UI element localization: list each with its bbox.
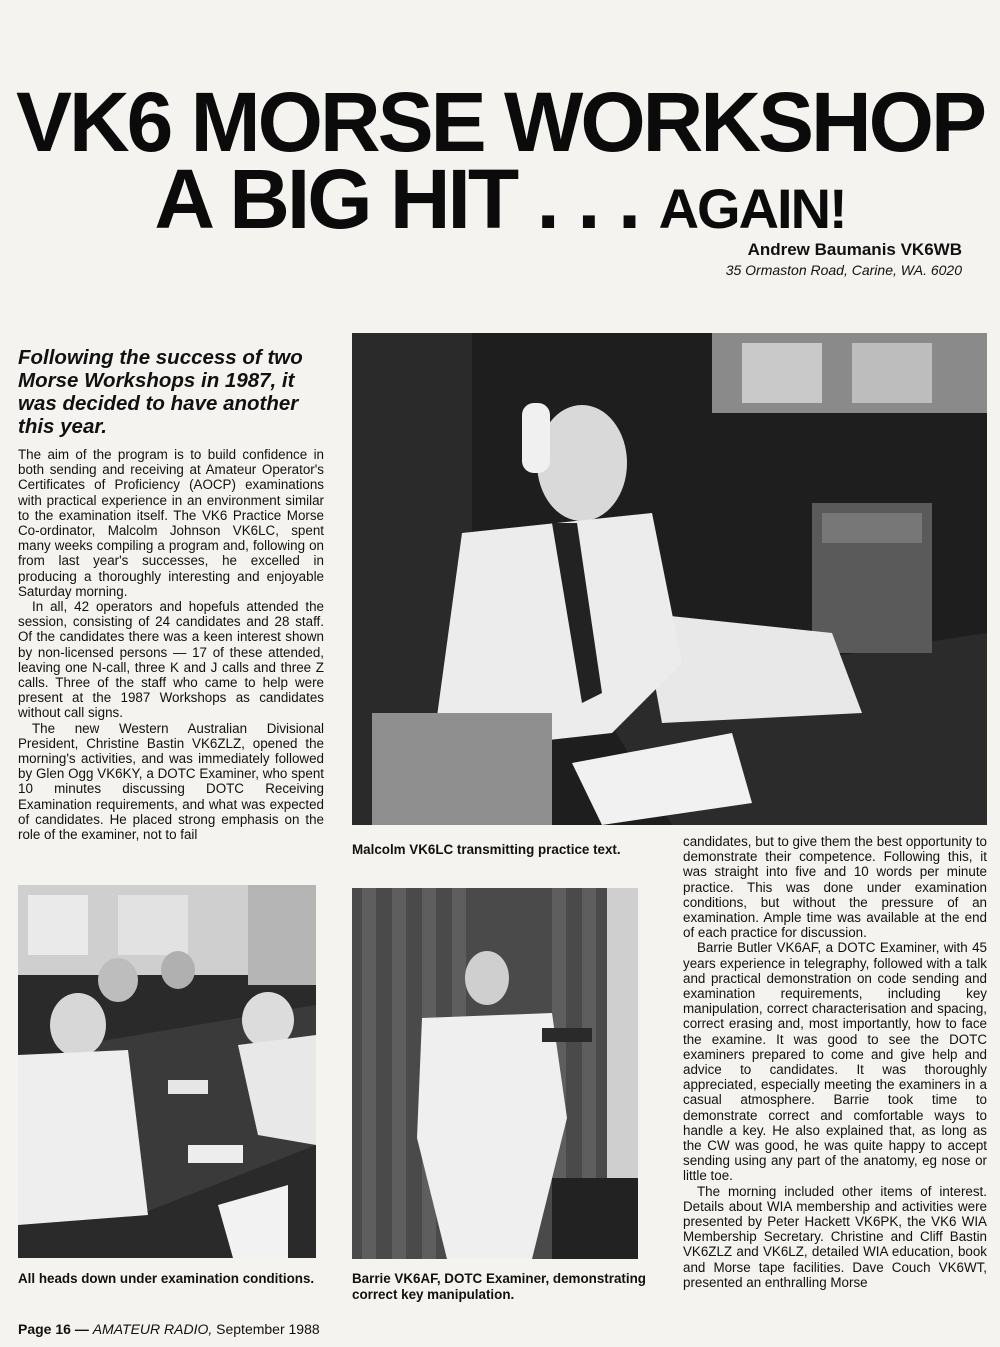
headline-main: A BIG HIT . . . <box>154 152 639 246</box>
magazine-name: AMATEUR RADIO, <box>92 1321 213 1337</box>
issue-date: September 1988 <box>216 1321 320 1337</box>
lead-paragraph: Following the success of two Morse Workshops in 1987, it was decided to have another this year. <box>18 346 303 438</box>
photo-exam-room <box>18 885 316 1258</box>
photo-malcolm-transmitting <box>352 333 987 825</box>
body-paragraph: The morning included other items of interest. Details about WIA membership and activities were presented by Peter Hackett VK6PK, the VK6 WIA Membership Secretary. Christine and Cliff Bastin VK6ZLZ and VK6LZ, detailed WIA education, book and Morse tape facilities. Dave Couch VK6WT, presented an enthralling Morse <box>683 1183 987 1290</box>
headline-line-2 <box>0 152 1000 246</box>
page-footer <box>18 1321 320 1337</box>
author-name: Andrew Baumanis VK6WB <box>747 240 962 259</box>
body-paragraph: The new Western Australian Divisional President, Christine Bastin VK6ZLZ, opened the morning's activities, and was immediately followed by Glen Ogg VK6KY, a DOTC Examiner, who spent 10 minutes discussing DOTC Receiving Examination requirements, and what was expected of candidates. He placed strong emphasis on the role of the examiner, not to fail <box>18 720 324 843</box>
article-column-right <box>683 834 987 1290</box>
caption-photo-1: Malcolm VK6LC transmitting practice text. <box>352 842 621 857</box>
caption-photo-2: All heads down under examination conditions. <box>18 1271 315 1286</box>
body-paragraph: Barrie Butler VK6AF, a DOTC Examiner, with 45 years experience in telegraphy, followed with a talk and practical demonstration on code sending and examination requirements, including key manipulation, correct characterisation and spacing, correct erasing and, most importantly, how to face the examine. It was good to see the DOTC examiners prepared to come and give help and advice to candidates. It was thoroughly appreciated, especially meeting the examiners in a casual atmosphere. Barrie took time to demonstrate correct and comfortable ways to handle a key. He also explained that, as long as the CW was good, he was quite happy to accept sending using any part of the anatomy, eg nose or little toe. <box>683 940 987 1184</box>
headline-line-1: VK6 MORSE WORKSHOP <box>15 75 985 169</box>
photo-barrie-demonstrating <box>352 888 638 1259</box>
headline-small: AGAIN! <box>658 177 846 240</box>
author-block <box>726 240 962 278</box>
body-paragraph: The aim of the program is to build confidence in both sending and receiving at Amateur Operator's Certificates of Proficiency (AOCP) examinations with practical experience in an environment similar to the examination itself. The VK6 Practice Morse Co-ordinator, Malcolm Johnson VK6LC, spent many weeks compiling a program and, following on from last year's successes, he excelled in producing a thoroughly interesting and enjoyable Saturday morning. <box>18 447 324 599</box>
article-column-left <box>18 447 324 842</box>
caption-photo-3: Barrie VK6AF, DOTC Examiner, demonstrating correct key manipulation. <box>352 1271 646 1302</box>
page-number: Page 16 — <box>18 1321 89 1337</box>
author-address: 35 Ormaston Road, Carine, WA. 6020 <box>725 262 962 278</box>
body-paragraph: candidates, but to give them the best opportunity to demonstrate their competence. Following this, it was straight into five and 10 words per minute practice. This was done under examination conditions, but without the pressure of an examination. Ample time was available at the end of each practice for discussion. <box>683 834 987 941</box>
body-paragraph: In all, 42 operators and hopefuls attended the session, consisting of 24 candidates and 28 staff. Of the candidates there was a keen interest shown by non-licensed persons — 17 of these attended, leaving one N-call, three K and J calls and three Z calls. Three of the staff who came to help were present at the 1987 Workshops as candidates without call signs. <box>18 599 324 721</box>
